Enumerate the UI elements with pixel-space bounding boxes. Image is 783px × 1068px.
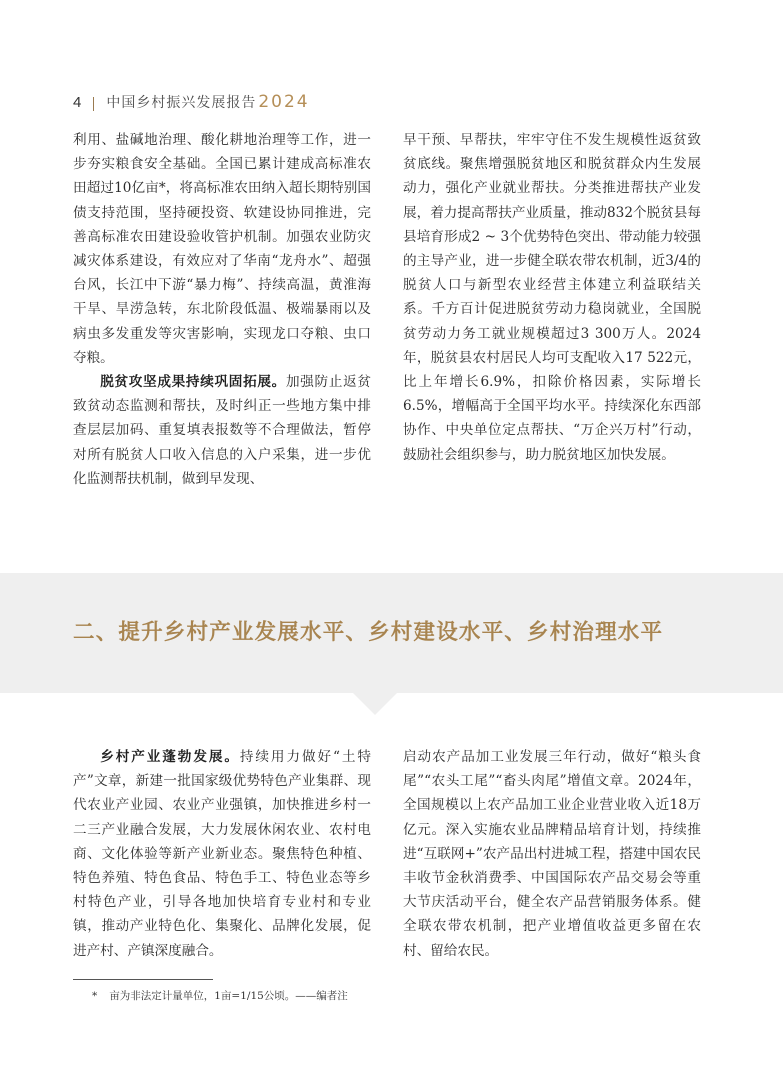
section-banner-notch [353, 693, 397, 715]
bottom-left-column [73, 745, 371, 963]
rural-industry-paragraph [73, 745, 371, 963]
footnote-marker: * [92, 990, 98, 1002]
poverty-alleviation-heading: 脱贫攻坚成果持续巩固拓展。 [100, 374, 286, 391]
agri-processing-paragraph: 启动农产品加工业发展三年行动，做好“粮头食尾”“农头工尾”“畜头肉尾”增值文章。2024年，全国规模以上农产品加工业企业营业收入近18万亿元。深入实施农业品牌精品培育计划，持续推进“互联网+”农产品出村进城工程，搭建中国农民丰收节金秋消费季、中国国际农产品交易会等重大节庆活动平台，健全农产品营销服务体系。健全联农带农机制，把产业增值收益更多留在农村、留给农民。 [403, 749, 701, 959]
report-title: 中国乡村振兴发展报告 [106, 95, 257, 111]
footnote [92, 988, 348, 1003]
header-divider [93, 97, 94, 111]
poverty-alleviation-continued: 早干预、早帮扶，牢牢守住不发生规模性返贫致贫底线。聚焦增强脱贫地区和脱贫群众内生发展动力，强化产业就业帮扶。分类推进帮扶产业发展，着力提高帮扶产业质量，推动832个脱贫县每县培育形成2 ~ 3个优势特色突出、带动能力较强的主导产业，进一步健全联农带农机制，近3/4的脱贫人口与新型农业经营主体建立利益联结关系。千方百计促进脱贫劳动力稳岗就业，全国脱贫劳动力务工就业规模超过3 300万人。2024年，脱贫县农村居民人均可支配收入17 522元，比上年增长6.9%，扣除价格因素，实际增长6.5%，增幅高于全国平均水平。持续深化东西部协作、中央单位定点帮扶、“万企兴万村”行动，鼓励社会组织参与，助力脱贫地区加快发展。 [403, 132, 701, 463]
report-year: 2024 [258, 92, 310, 112]
top-right-column [403, 128, 701, 467]
grain-security-paragraph: 利用、盐碱地治理、酸化耕地治理等工作，进一步夯实粮食安全基础。全国已累计建成高标准农田超过10亿亩*，将高标准农田纳入超长期特别国债支持范围，坚持硬投资、软建设协同推进，完善高标准农田建设验收管护机制。加强农业防灾减灾体系建设，有效应对了华南“龙舟水”、超强台风，长江中下游“暴力梅”、持续高温，黄淮海干旱、旱涝急转，东北阶段低温、极端暴雨以及病虫多发重发等灾害影响，实现龙口夺粮、虫口夺粮。 [73, 132, 371, 366]
rural-industry-heading: 乡村产业蓬勃发展。 [100, 749, 240, 765]
poverty-alleviation-body: 加强防止返贫致贫动态监测和帮扶，及时纠正一些地方集中排查层层加码、重复填表报数等不合理做法，暂停对所有脱贫人口收入信息的入户采集，进一步优化监测帮扶机制，做到早发现、 [73, 374, 372, 487]
rural-industry-body: 持续用力做好“土特产”文章，新建一批国家级优势特色产业集群、现代农业产业园、农业产业强镇，加快推进乡村一二三产业融合发展，大力发展休闲农业、农村电商、文化体验等新产业新业态。聚焦特色种植、特色养殖、特色食品、特色手工、特色业态等乡村特色产业，引导各地加快培育专业村和专业镇，推动产业特色化、集聚化、品牌化发展，促进产村、产镇深度融合。 [73, 749, 372, 959]
top-left-column [73, 128, 371, 491]
footnote-text: 亩为非法定计量单位，1亩=1/15公顷。——编者注 [109, 990, 348, 1002]
running-header [73, 92, 310, 116]
poverty-alleviation-paragraph [73, 370, 371, 491]
section-title: 二、提升乡村产业发展水平、乡村建设水平、乡村治理水平 [73, 620, 664, 645]
page-number: 4 [73, 94, 82, 111]
footnote-rule [73, 979, 213, 980]
bottom-right-column [403, 745, 701, 963]
